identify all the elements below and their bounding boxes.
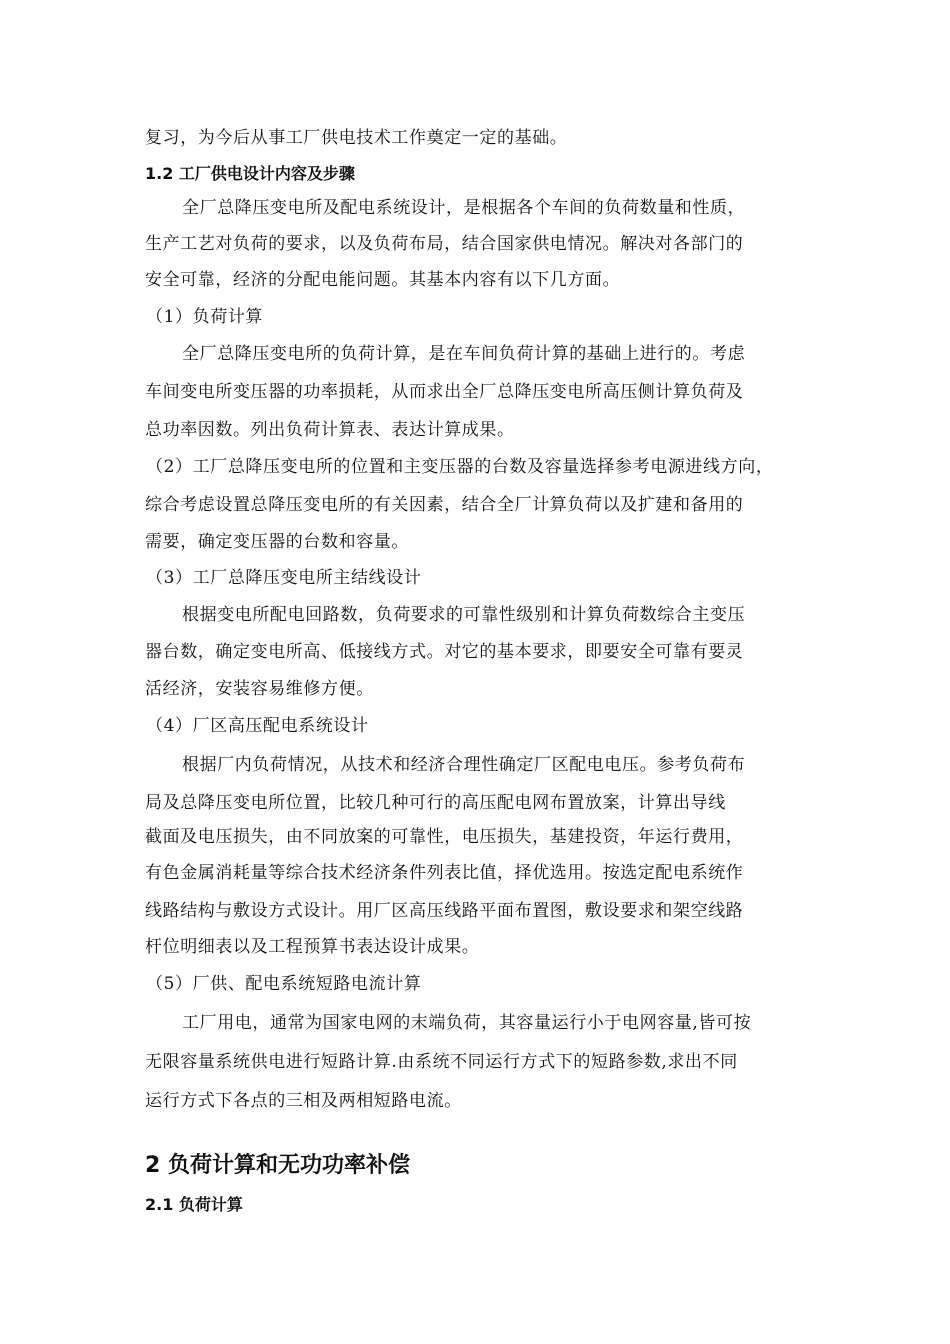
paragraph-line: 安全可靠，经济的分配电能问题。其基本内容有以下几方面。 (145, 270, 621, 290)
paragraph-line: 截面及电压损失，由不同放案的可靠性，电压损失，基建投资，年运行费用， (145, 827, 744, 847)
paragraph-line: 有色金属消耗量等综合技术经济条件列表比值，择优选用。按选定配电系统作 (145, 863, 744, 883)
paragraph-line: 运行方式下各点的三相及两相短路电流。 (145, 1091, 462, 1111)
paragraph-line: 根据厂内负荷情况，从技术和经济合理性确定厂区配电电压。参考负荷布 (182, 755, 746, 775)
paragraph-line: 局及总降压变电所位置，比较几种可行的高压配电网布置放案，计算出导线 (145, 793, 726, 813)
paragraph-line: 生产工艺对负荷的要求，以及负荷布局，结合国家供电情况。解决对各部门的 (145, 234, 744, 254)
paragraph-line: 复习，为今后从事工厂供电技术工作奠定一定的基础。 (145, 128, 568, 148)
chapter-heading-2: 2 负荷计算和无功功率补偿 (145, 1153, 410, 1178)
paragraph-line: 杆位明细表以及工程预算书表达设计成果。 (145, 937, 480, 957)
paragraph-line: 活经济，安装容易维修方便。 (145, 679, 374, 699)
paragraph-line: 无限容量系统供电进行短路计算.由系统不同运行方式下的短路参数,求出不同 (145, 1052, 738, 1072)
item-heading: （1）负荷计算 (146, 307, 264, 327)
paragraph-line: 总功率因数。列出负荷计算表、表达计算成果。 (145, 420, 515, 440)
paragraph-line: 综合考虑设置总降压变电所的有关因素，结合全厂计算负荷以及扩建和备用的 (145, 495, 744, 515)
item-heading: （4）厂区高压配电系统设计 (146, 716, 369, 736)
paragraph-line: 全厂总降压变电所及配电系统设计，是根据各个车间的负荷数量和性质， (182, 198, 746, 218)
item-heading: （5）厂供、配电系统短路电流计算 (146, 974, 422, 994)
item-heading: （3）工厂总降压变电所主结线设计 (146, 568, 422, 588)
paragraph-line: 车间变电所变压器的功率损耗，从而求出全厂总降压变电所高压侧计算负荷及 (145, 382, 744, 402)
paragraph-line: 器台数，确定变电所高、低接线方式。对它的基本要求，即要安全可靠有要灵 (145, 642, 744, 662)
paragraph-line: 工厂用电，通常为国家电网的末端负荷，其容量运行小于电网容量,皆可按 (182, 1013, 752, 1033)
item-heading: （2）工厂总降压变电所的位置和主变压器的台数及容量选择参考电源进线方向， (146, 457, 774, 477)
paragraph-line: 根据变电所配电回路数，负荷要求的可靠性级别和计算负荷数综合主变压 (182, 605, 746, 625)
section-heading-2-1: 2.1 负荷计算 (145, 1195, 243, 1214)
paragraph-line: 需要，确定变压器的台数和容量。 (145, 532, 409, 552)
paragraph-line: 全厂总降压变电所的负荷计算，是在车间负荷计算的基础上进行的。考虑 (182, 344, 746, 364)
section-heading-1-2: 1.2 工厂供电设计内容及步骤 (145, 164, 355, 183)
paragraph-line: 线路结构与敷设方式设计。用厂区高压线路平面布置图，敷设要求和架空线路 (145, 901, 744, 921)
